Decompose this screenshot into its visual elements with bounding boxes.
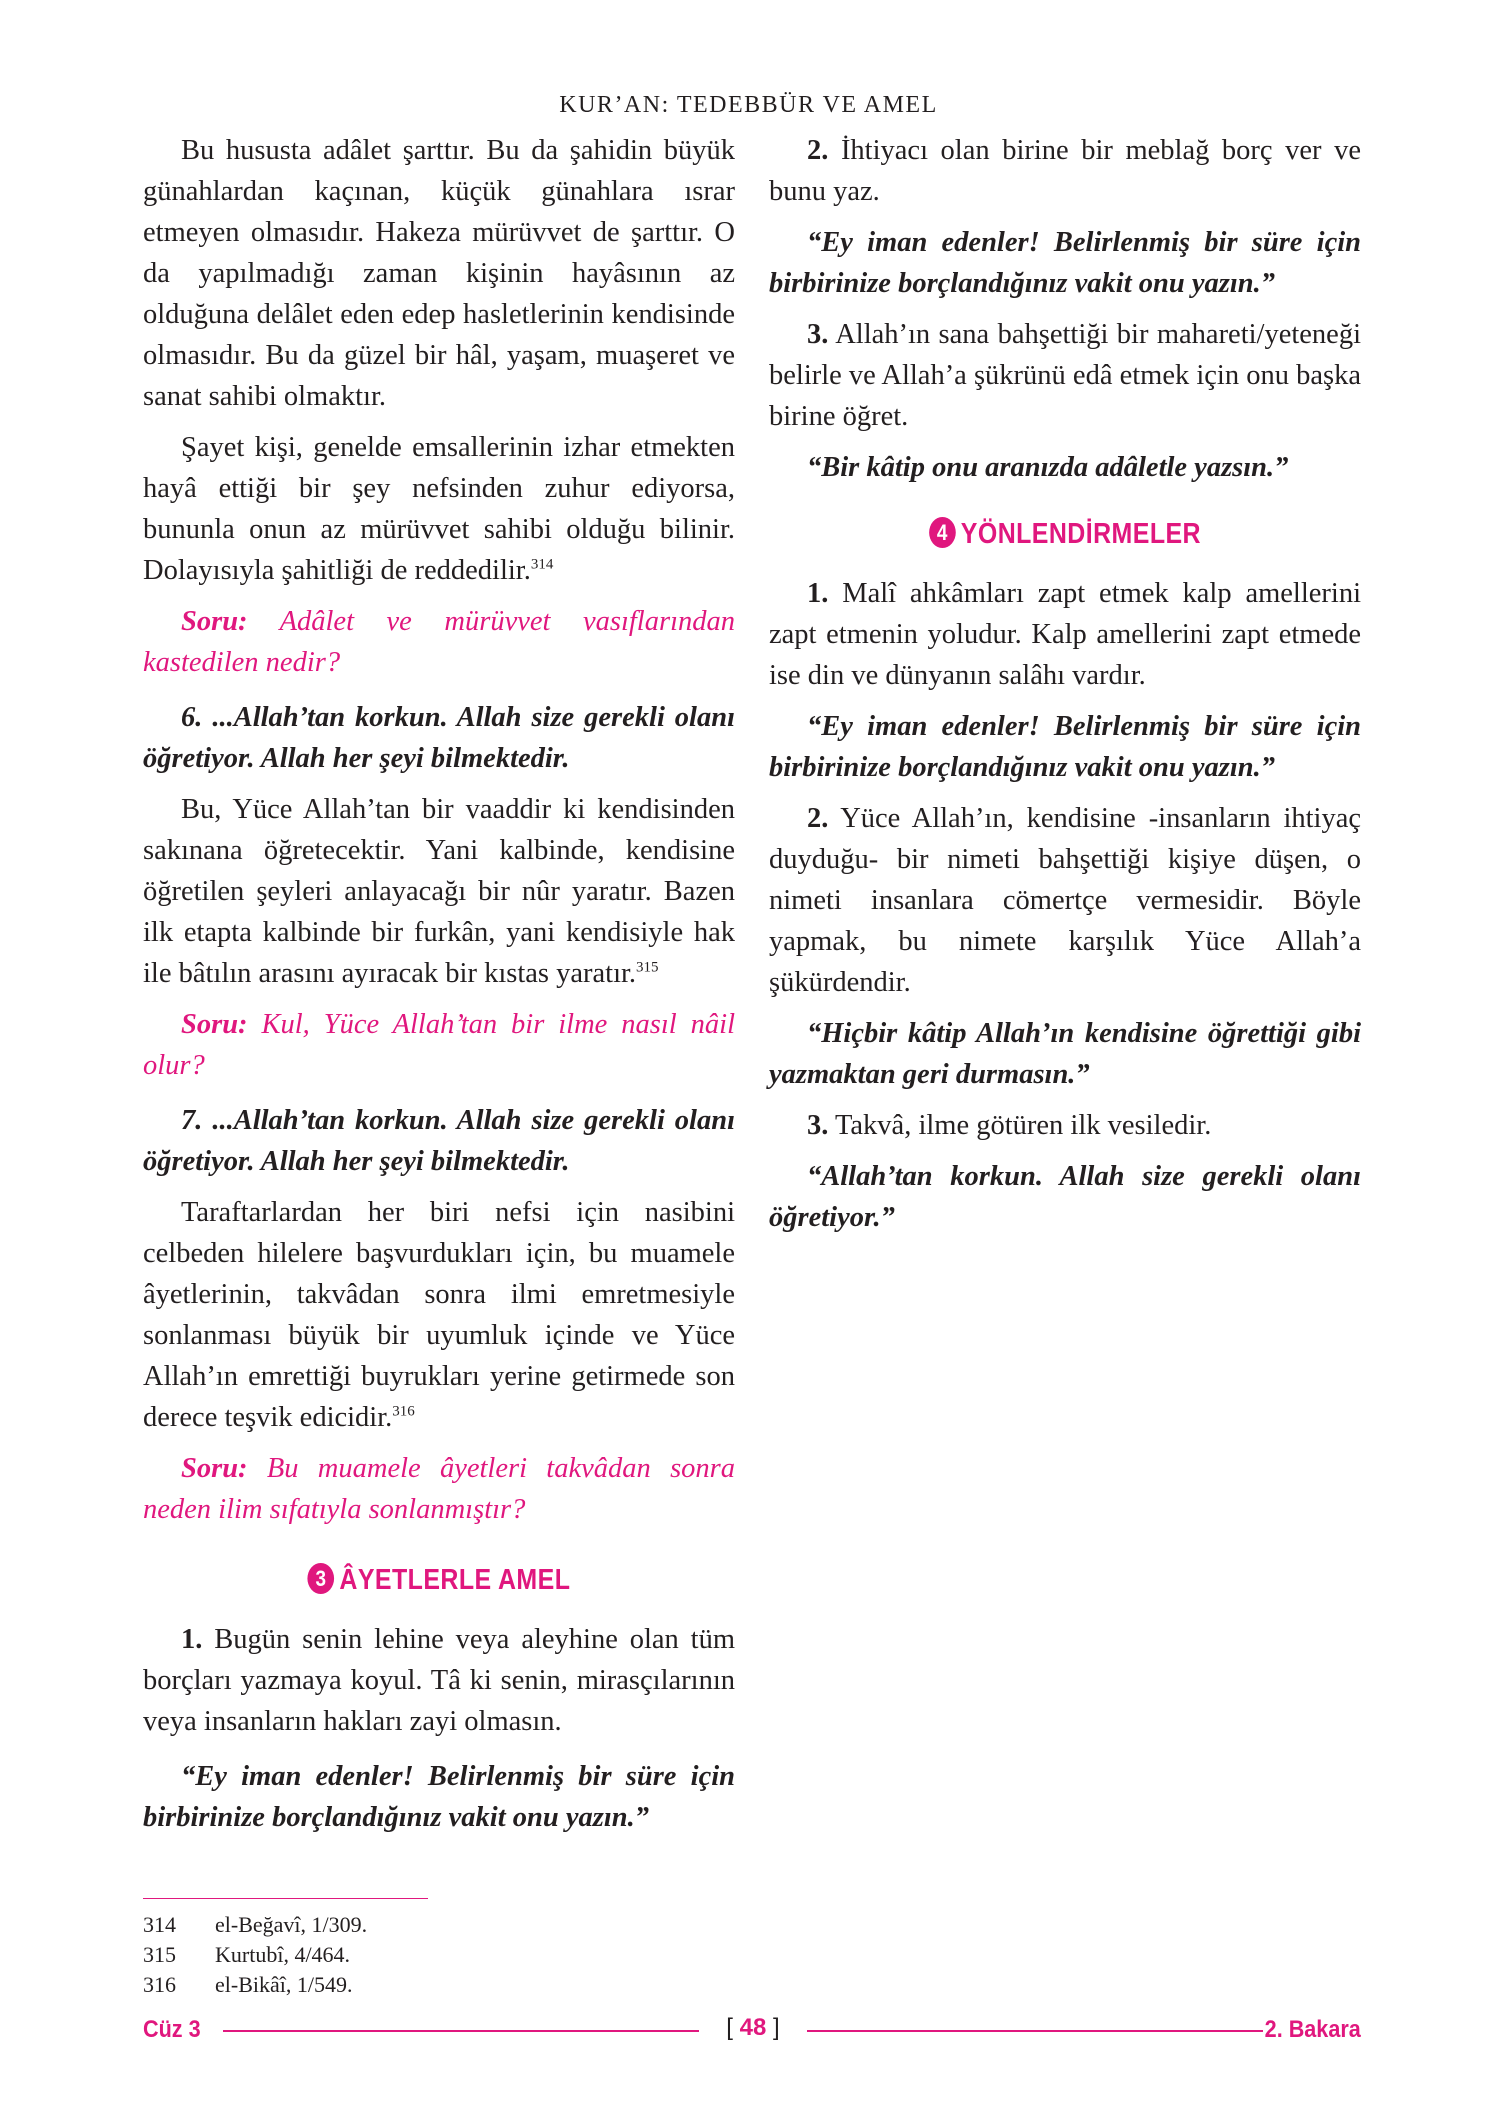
footnote-ref[interactable]: 316 — [392, 1403, 415, 1420]
page-number-value: 48 — [739, 2014, 767, 2041]
question — [143, 1004, 735, 1086]
footer-rule-left — [223, 2030, 699, 2032]
section-title: YÖNLENDİRMELER — [960, 518, 1202, 550]
footer-juz: Cüz 3 — [143, 2016, 201, 2043]
item-number: 3. — [807, 1110, 829, 1141]
question-text: Adâlet ve mürüvvet vasıflarından kastedilen nedir? — [143, 606, 735, 678]
question-label: Soru: — [181, 606, 248, 637]
footnote — [143, 1940, 367, 1970]
paragraph — [769, 798, 1361, 1003]
question — [143, 601, 735, 683]
paragraph — [769, 1105, 1361, 1146]
footnote-ref[interactable]: 314 — [530, 556, 554, 573]
verse-quote: “Ey iman edenler! Belirlenmiş bir süre için birbirinize borçlandığınız vakit onu yazın.” — [143, 1761, 735, 1833]
footnote-text: el-Beğavî, 1/309. — [215, 1912, 368, 1937]
page-bracket-open: [ — [726, 2014, 740, 2041]
paragraph — [143, 427, 735, 591]
section-title: ÂYETLERLE AMEL — [339, 1564, 571, 1596]
footnote — [143, 1910, 367, 1940]
item-number: 2. — [807, 803, 829, 834]
paragraph-text: Taraftarlardan her biri nefsi için nasibini celbeden hilelere başvurdukları için, bu muamele âyetlerinin, takvâdan sonra ilmi emretmesiyle sonlanması büyük bir uyumluk içinde ve Yüce Allah’ın emrettiği buyrukları yerine getirmede son derece teşvik edicidir. — [143, 1197, 735, 1433]
section-number-badge: 4 — [929, 517, 956, 548]
question-label: Soru: — [181, 1453, 248, 1484]
question — [143, 1448, 735, 1530]
paragraph — [769, 314, 1361, 437]
section-heading — [810, 514, 1319, 555]
section-heading — [184, 1560, 693, 1601]
question-text: Kul, Yüce Allah’tan bir ilme nasıl nâil olur? — [143, 1009, 735, 1081]
paragraph-text: Allah’ın sana bahşettiği bir mahareti/yeteneği belirle ve Allah’a şükrünü edâ etmek için onu başka birine öğret. — [769, 319, 1361, 432]
item-number: 1. — [807, 578, 829, 609]
question-label: Soru: — [181, 1009, 248, 1040]
paragraph-text: Bugün senin lehine veya aleyhine olan tüm borçları yazmaya koyul. Tâ ki senin, mirasçılarının veya insanların hakları zayi olmasın. — [143, 1624, 735, 1737]
footnote — [143, 1970, 367, 2000]
paragraph — [143, 1192, 735, 1438]
item-number: 3. — [807, 319, 829, 350]
section-number-badge: 3 — [308, 1563, 335, 1594]
footnote-ref[interactable]: 315 — [636, 959, 659, 976]
verse-quote: “Ey iman edenler! Belirlenmiş bir süre için birbirinize borçlandığınız vakit onu yazın.” — [769, 711, 1361, 783]
verse-quote: “Hiçbir kâtip Allah’ın kendisine öğrettiği gibi yazmaktan geri durmasın.” — [769, 1018, 1361, 1090]
verse-quote: 7. ...Allah’tan korkun. Allah size gerekli olanı öğretiyor. Allah her şeyi bilmektedir. — [143, 1105, 735, 1177]
page-bracket-close: ] — [766, 2014, 780, 2041]
footnote-number: 315 — [143, 1942, 176, 1967]
item-number: 2. — [807, 135, 829, 166]
verse-quote: “Ey iman edenler! Belirlenmiş bir süre için birbirinize borçlandığınız vakit onu yazın.” — [769, 227, 1361, 299]
paragraph — [769, 130, 1361, 212]
footer-rule-right — [807, 2030, 1263, 2032]
paragraph-text: Şayet kişi, genelde emsallerinin izhar etmekten hayâ ettiği bir şey nefsinden zuhur ediyorsa, bununla onun az mürüvvet sahibi olduğu bilinir. Dolayısıyla şahitliği de reddedilir. — [143, 432, 735, 586]
verse-quote: “Bir kâtip onu aranızda adâletle yazsın.” — [807, 452, 1289, 483]
item-number: 1. — [181, 1624, 203, 1655]
footnotes — [143, 1910, 367, 2000]
footnote-divider — [143, 1898, 428, 1899]
verse-quote: “Allah’tan korkun. Allah size gerekli olanı öğretiyor.” — [769, 1161, 1361, 1233]
paragraph-text: Takvâ, ilme götüren ilk vesiledir. — [828, 1110, 1212, 1141]
paragraph-text: İhtiyacı olan birine bir meblağ borç ver ve bunu yaz. — [769, 135, 1361, 207]
right-column — [769, 130, 1361, 1248]
page-number — [713, 2014, 793, 2042]
verse-quote: 6. ...Allah’tan korkun. Allah size gerekli olanı öğretiyor. Allah her şeyi bilmektedir. — [143, 702, 735, 774]
running-head: KUR’AN: TEDEBBÜR VE AMEL — [559, 92, 938, 118]
paragraph-text: Yüce Allah’ın, kendisine -insanların ihtiyaç duyduğu- bir nimeti bahşettiği kişiye düşen, o nimeti insanlara cömertçe vermesidir. Böyle yapmak, bu nimete karşılık Yüce Allah’a şükürdendir. — [769, 803, 1361, 998]
footnote-text: Kurtubî, 4/464. — [215, 1942, 351, 1967]
page-footer — [143, 2012, 1361, 2048]
footer-surah: 2. Bakara — [1264, 2016, 1361, 2043]
paragraph-text: Malî ahkâmları zapt etmek kalp amellerini zapt etmenin yoludur. Kalp amellerini zapt etmede ise din ve dünyanın salâhı vardır. — [769, 578, 1361, 691]
question-text: Bu muamele âyetleri takvâdan sonra neden ilim sıfatıyla sonlanmıştır? — [143, 1453, 735, 1525]
paragraph — [143, 789, 735, 994]
paragraph — [143, 1619, 735, 1742]
paragraph — [769, 573, 1361, 696]
footnote-number: 316 — [143, 1972, 176, 1997]
paragraph: Bu hususta adâlet şarttır. Bu da şahidin büyük günahlardan kaçınan, küçük günahlara ısrar etmeyen olmasıdır. Hakeza mürüvvet de şarttır. O da yapılmadığı zaman kişinin hayâsının az olduğuna delâlet eden edep hasletlerinin kendisinde olmasıdır. Bu da güzel bir hâl, yaşam, muaşeret ve sanat sahibi olmaktır. — [143, 135, 735, 412]
footnote-text: el-Bikâî, 1/549. — [215, 1972, 353, 1997]
footnote-number: 314 — [143, 1912, 176, 1937]
paragraph-text: Bu, Yüce Allah’tan bir vaaddir ki kendisinden sakınana öğretecektir. Yani kalbinde, kendisine öğretilen şeyleri anlayacağı bir nûr yaratır. Bazen ilk etapta kalbinde bir furkân, yani kendisiyle hak ile bâtılın arasını ayıracak bir kıstas yaratır. — [143, 794, 735, 989]
left-column — [143, 130, 735, 1848]
